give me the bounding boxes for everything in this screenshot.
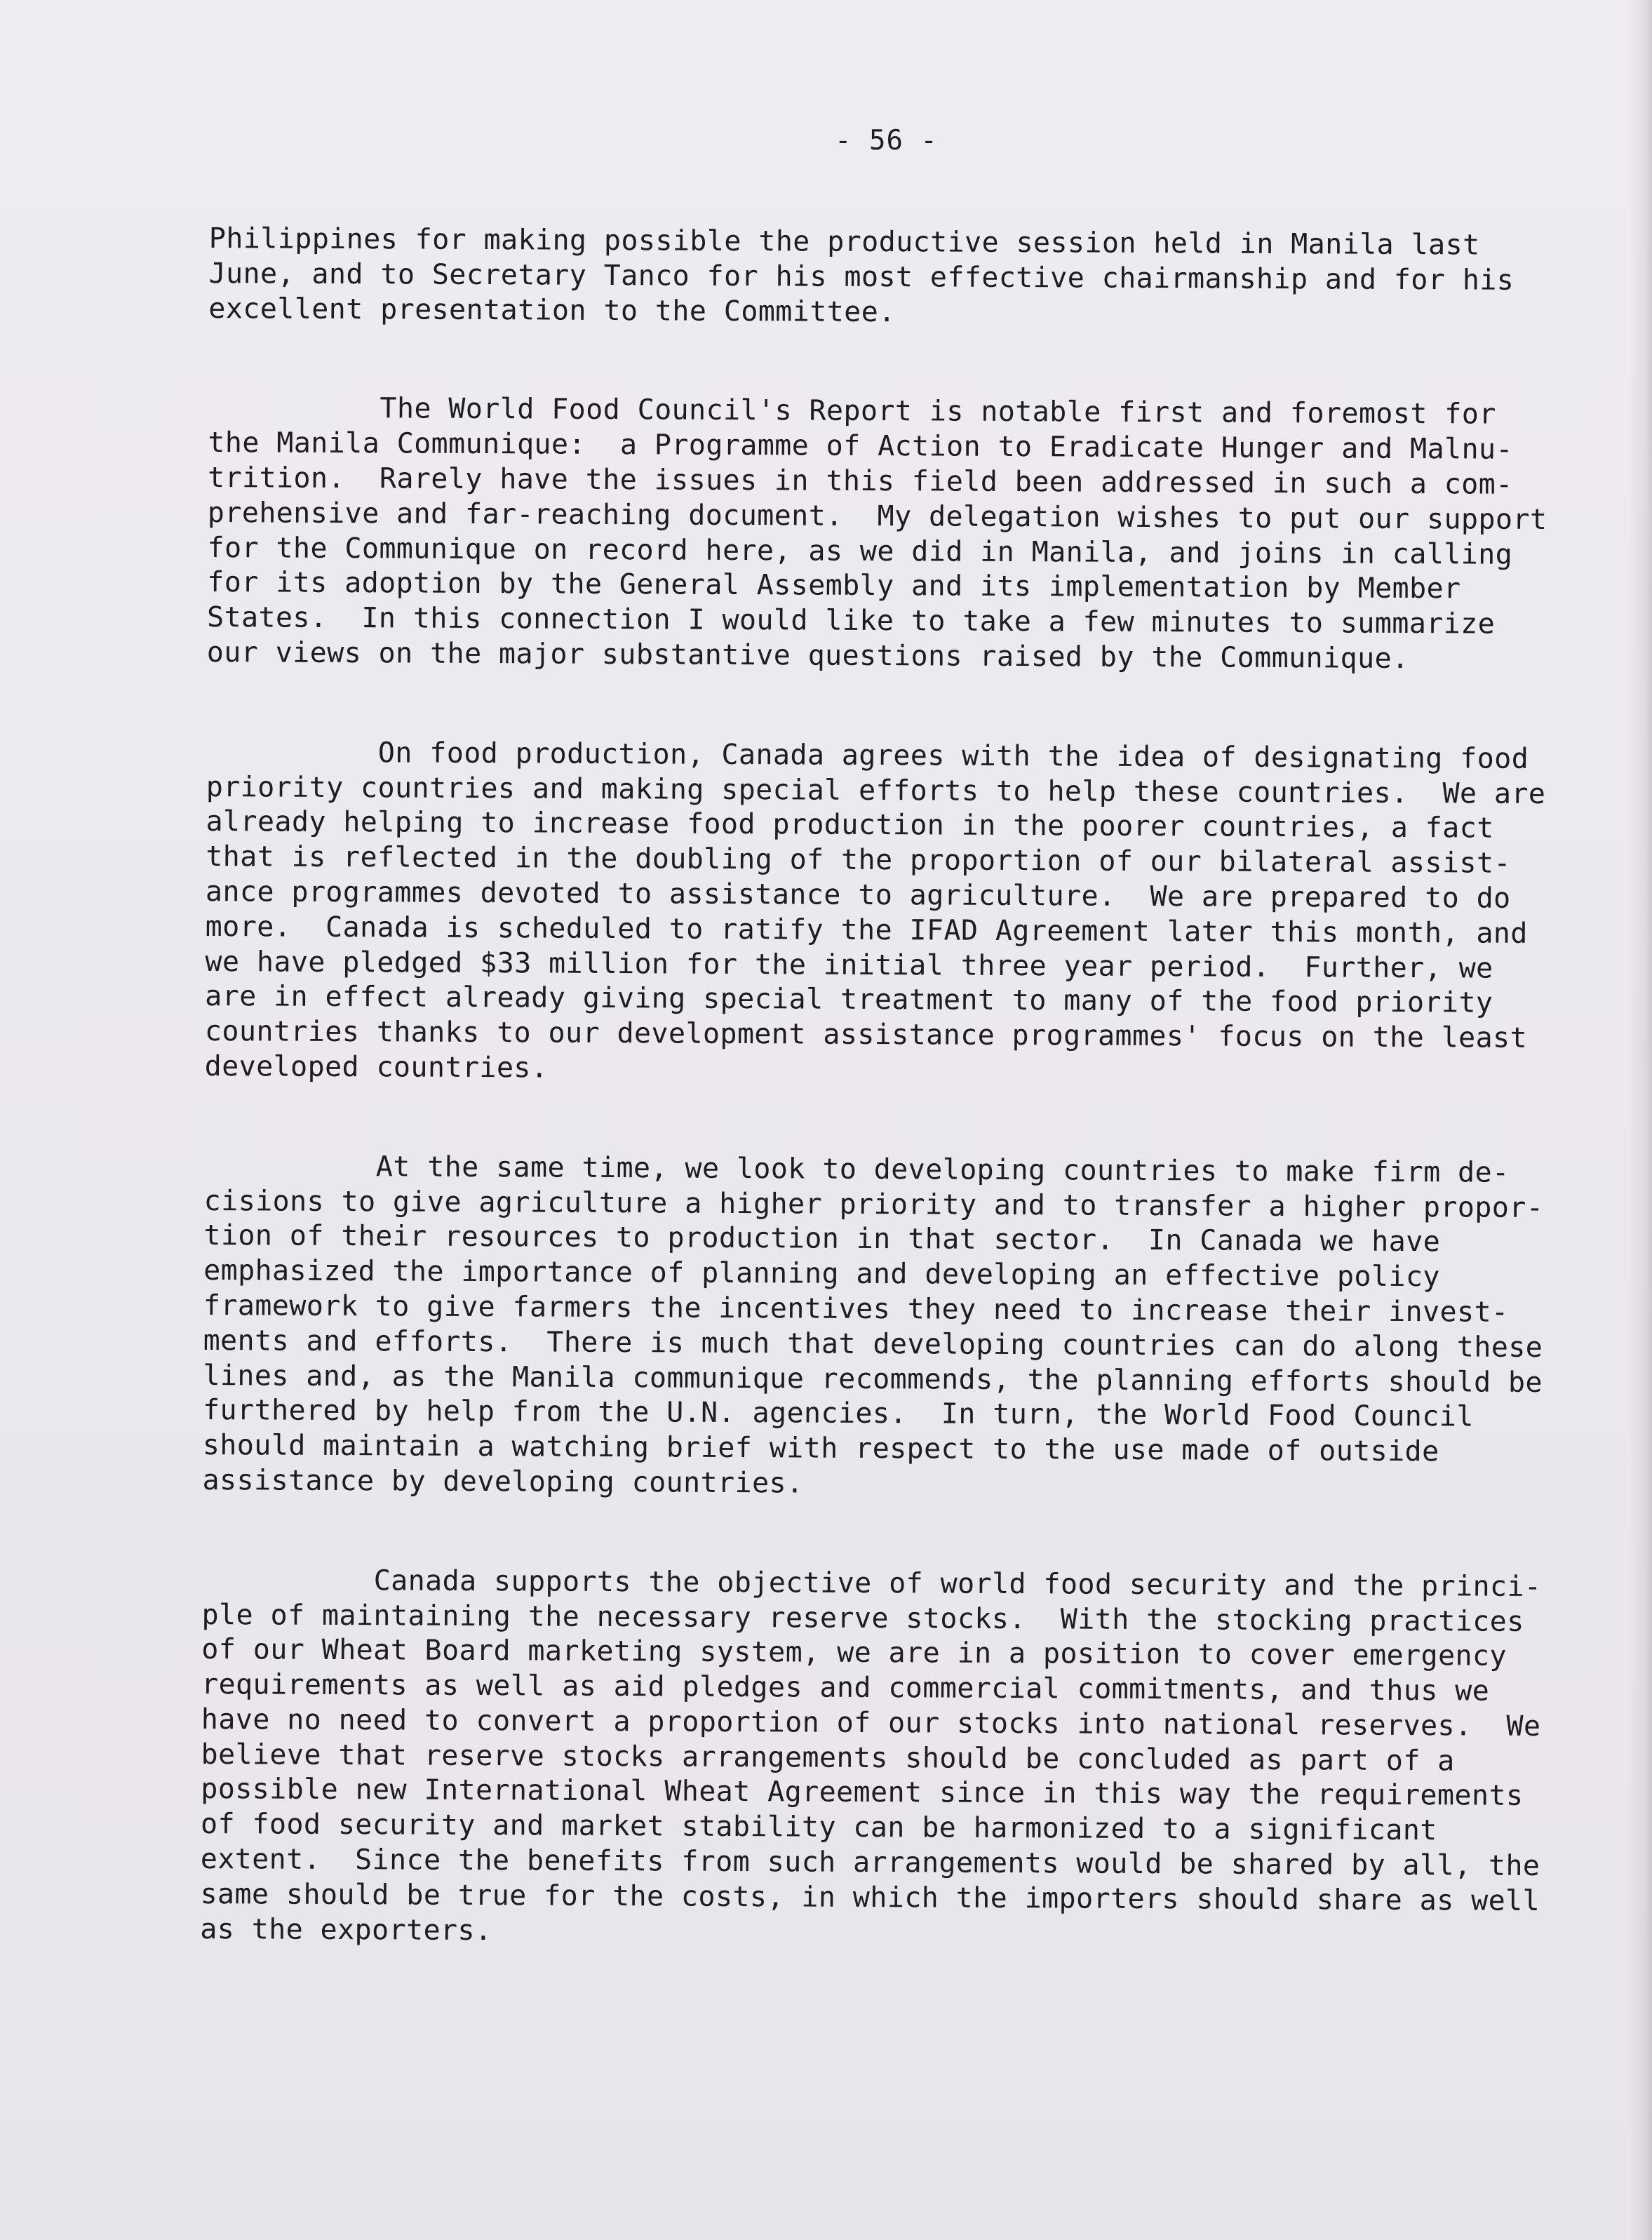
text-line: possible new International Wheat Agreement since in this way the requirements <box>201 1773 1524 1813</box>
paragraph <box>202 1149 1579 1505</box>
text-line: extent. Since the benefits from such arrangements would be shared by all, the <box>200 1843 1540 1883</box>
text-line: furthered by help from the U.N. agencies. In turn, the World Food Council <box>203 1394 1474 1433</box>
text-line: countries thanks to our development assistance programmes' focus on the least <box>204 1015 1528 1054</box>
text-line: On food production, Canada agrees with the idea of designating food <box>206 735 1529 775</box>
text-line: we have pledged $33 million for the initial three year period. Further, we <box>205 945 1493 985</box>
text-line: our views on the major substantive questions raised by the Communique. <box>206 636 1409 675</box>
text-line: tion of their resources to production in that sector. In Canada we have <box>203 1219 1441 1259</box>
text-line: Canada supports the objective of world food security and the princi- <box>201 1563 1542 1603</box>
text-line: assistance by developing countries. <box>202 1463 804 1500</box>
text-line: of food security and market stability can be harmonized to a significant <box>200 1808 1437 1847</box>
text-line: States. In this connection I would like to take a few minutes to summarize <box>206 601 1496 641</box>
text-line: prehensive and far-reaching document. My delegation wishes to put our support <box>207 496 1547 536</box>
paragraph <box>208 222 1584 334</box>
text-line: of our Wheat Board marketing system, we are in a position to cover emergency <box>201 1633 1507 1673</box>
paragraph <box>200 1563 1577 1954</box>
text-line: priority countries and making special efforts to help these countries. We are <box>206 770 1546 810</box>
text-line: June, and to Secretary Tanco for his most effective chairmanship and for his <box>208 257 1515 297</box>
text-line: same should be true for the costs, in which the importers should share as well <box>200 1877 1540 1917</box>
page-edge-shadow <box>1628 0 1652 2240</box>
text-line: framework to give farmers the incentives they need to increase their invest- <box>203 1289 1509 1329</box>
text-line: for the Communique on record here, as we did in Manila, and joins in calling <box>207 531 1513 571</box>
text-line: should maintain a watching brief with respect to the use made of outside <box>202 1429 1439 1468</box>
text-line: for its adoption by the General Assembly and its implementation by Member <box>207 566 1461 605</box>
text-line: have no need to convert a proportion of our stocks into national reserves. We <box>201 1703 1541 1743</box>
text-line: excellent presentation to the Committee. <box>208 292 896 328</box>
text-line: requirements as well as aid pledges and commercial commitments, and thus we <box>201 1668 1490 1708</box>
text-line: The World Food Council's Report is notable first and foremost for <box>208 391 1496 431</box>
text-line: as the exporters. <box>200 1912 492 1947</box>
text-line: more. Canada is scheduled to ratify the IFAD Agreement later this month, and <box>205 910 1528 950</box>
paragraph <box>205 735 1582 1092</box>
text-line: trition. Rarely have the issues in this field been addressed in such a com- <box>207 461 1513 501</box>
text-line: cisions to give agriculture a higher priority and to transfer a higher propor- <box>203 1184 1544 1224</box>
text-line: ments and efforts. There is much that developing countries can do along these <box>203 1324 1543 1364</box>
page-number: - 56 - <box>835 125 938 156</box>
text-line: are in effect already giving special treatment to many of the food priority <box>205 980 1493 1019</box>
document-body <box>200 222 1584 2019</box>
paragraph <box>207 391 1583 678</box>
text-line: believe that reserve stocks arrangements should be concluded as part of a <box>201 1738 1455 1778</box>
text-line: the Manila Communique: a Programme of Action to Eradicate Hunger and Malnu- <box>208 427 1514 466</box>
text-line: developed countries. <box>204 1049 549 1085</box>
text-line: ple of maintaining the necessary reserve stocks. With the stocking practices <box>201 1598 1524 1638</box>
text-line: At the same time, we look to developing countries to make firm de- <box>203 1149 1510 1189</box>
text-line: already helping to increase food production in the poorer countries, a fact <box>206 805 1494 845</box>
text-line: lines and, as the Manila communique recommends, the planning efforts should be <box>203 1359 1543 1399</box>
text-line: ance programmes devoted to assistance to agriculture. We are prepared to do <box>205 875 1511 915</box>
text-line: Philippines for making possible the productive session held in Manila last <box>208 222 1480 262</box>
text-line: emphasized the importance of planning and developing an effective policy <box>203 1254 1440 1294</box>
text-line: that is reflected in the doubling of the proportion of our bilateral assist- <box>206 840 1511 880</box>
